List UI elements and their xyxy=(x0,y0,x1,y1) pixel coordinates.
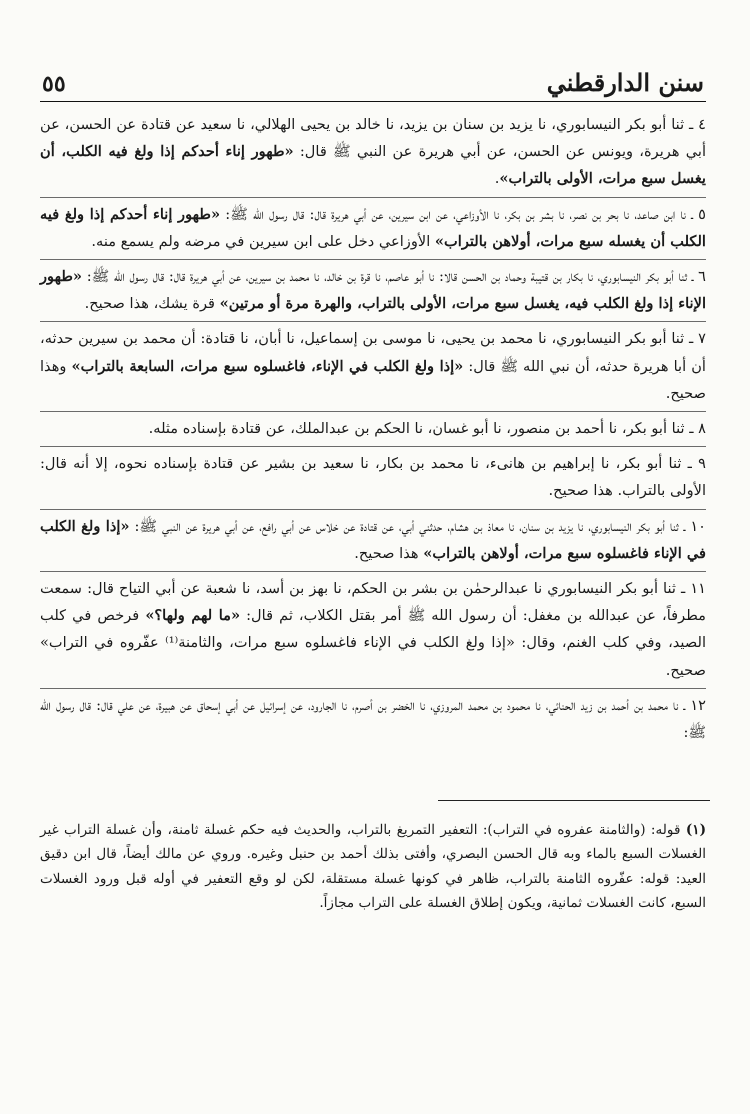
footnote-divider xyxy=(438,800,710,801)
hadith-matn: «إذا ولغ الكلب في الإناء، فاغسلوه سبع مرات، السابعة بالتراب» xyxy=(71,357,464,375)
hadith-note: الأوزاعي دخل على ابن سيرين في مرضه ولم يسمع منه. xyxy=(91,232,435,250)
hadith-matn: «طهور الإناء إذا ولغ الكلب فيه، يغسل سبع مرات، الأولى بالتراب، والهرة مرة أو مرتين» xyxy=(40,268,706,313)
hadith-text: ٤ ـ ثنا أبو بكر النيسابوري، نا يزيد بن سنان بن يزيد، نا خالد بن يحيى الهلالي، نا سعيد عن قتادة عن الحسن، عن أبي هريرة، ويونس عن الحسن، عن أبي هريرة عن النبي ﷺ قال: xyxy=(40,116,707,161)
hadith-text: ١١ ـ ثنا أبو بكر النيسابوري نا عبدالرحمٰن بن بشر بن الحكم، نا بهز بن أسد، نا شعبة عن أبي التياح قال: سمعت مطرفاً، عن عبدالله بن مغفل: أن رسول الله ﷺ أمر بقتل الكلاب، ثم قال: xyxy=(40,580,707,625)
hadith-entry xyxy=(40,322,706,412)
hadith-entry xyxy=(40,260,706,322)
hadith-note: . xyxy=(494,170,500,188)
hadith-list xyxy=(40,108,706,750)
hadith-matn: «طهور إناء أحدكم إذا ولغ فيه الكلب أن يغسله سبع مرات، أولاهن بالتراب» xyxy=(40,205,706,250)
hadith-text: ٧ ـ ثنا أبو بكر النيسابوري، نا محمد بن يحيى، نا موسى بن إسماعيل، نا أبان، نا قتادة: أن محمد بن سيرين حدثه، أن أبا هريرة حدثه، أن نبي الله ﷺ قال: xyxy=(40,330,706,375)
hadith-note: فرخص في كلب الصيد، وفي كلب الغنم، وقال: «إذا ولغ الكلب في الإناء فاغسلوه سبع مرات، والثامنة⁽¹⁾ عفّروه في التراب» صحيح. xyxy=(40,607,706,679)
page xyxy=(40,68,706,750)
hadith-entry xyxy=(40,510,706,572)
footnote xyxy=(40,818,706,916)
hadith-text: ٦ ـ ثنا أبو بكر النيسابوري، نا بكار بن قتيبة وحماد بن الحسن قالا: نا أبو عاصم، نا قرة بن خالد، نا محمد بن سيرين، عن أبي هريرة قال: قال رسول الله ﷺ: xyxy=(82,268,706,286)
book-title: سنن الدارقطني xyxy=(546,68,704,97)
page-header xyxy=(40,68,706,102)
hadith-matn: «طهور إناء أحدكم إذا ولغ فيه الكلب، أن يغسل سبع مرات، الأولى بالتراب» xyxy=(40,143,706,188)
page-number: ٥٥ xyxy=(42,71,66,97)
footnote-text: قوله: (والثامنة عفروه في التراب): التعفير التمريغ بالتراب، والحديث فيه حكم غسلة ثامنة، وأن غسلة التراب غير الغسلات السبع بالماء وبه قال الحسن البصري، وأفتى بذلك أحمد بن حنبل وغيره. وروي عن مالك أيضاً، قال ابن دقيق العيد: قوله: عفّروه الثامنة بالتراب، ظاهر في كونها غسلة مستقلة، لكن لو وقع التعفير في أوله قبل ورود الغسلات السبع، كانت الغسلات ثمانية، ويكون إطلاق الغسلة على التراب مجازاً. xyxy=(40,822,706,912)
hadith-entry xyxy=(40,447,706,509)
hadith-entry xyxy=(40,412,706,447)
hadith-note: قرة يشك، هذا صحيح. xyxy=(84,295,220,313)
hadith-matn: «إذا ولغ الكلب في الإناء فاغسلوه سبع مرات، أولاهن بالتراب» xyxy=(40,517,706,562)
hadith-entry xyxy=(40,108,706,198)
hadith-text: ٥ ـ نا ابن صاعد، نا بحر بن نصر، نا بشر بن بكر، نا الأوزاعي، عن ابن سيرين، عن أبي هريرة قال: قال رسول الله ﷺ: xyxy=(220,205,706,223)
hadith-entry xyxy=(40,689,706,750)
hadith-note: هذا صحيح. xyxy=(354,544,424,562)
hadith-text: ١٢ ـ نا محمد بن أحمد بن زيد الحنائي، نا محمود بن محمد المروزي، نا الخضر بن أصرم، نا الجارود، عن إسرائيل عن أبي إسحاق عن هبيرة، عن علي قال: قال رسول الله ﷺ: xyxy=(40,696,706,742)
footnote-label: (١) xyxy=(685,822,706,838)
hadith-entry xyxy=(40,198,706,260)
hadith-text: ٩ ـ ثنا أبو بكر، نا إبراهيم بن هانىء، نا محمد بن بكار، نا سعيد بن بشير عن قتادة بإسناده نحوه، إلا أنه قال: الأولى بالتراب. هذا صحيح. xyxy=(40,455,706,500)
hadith-note: وهذا صحيح. xyxy=(40,357,706,402)
hadith-matn: «ما لهم ولها؟» xyxy=(145,607,241,625)
hadith-text: ٨ ـ ثنا أبو بكر، نا أحمد بن منصور، نا أبو غسان، نا الحكم بن عبدالملك، عن قتادة بإسناده مثله. xyxy=(148,420,706,438)
hadith-entry xyxy=(40,572,706,689)
hadith-text: ١٠ ـ ثنا أبو بكر النيسابوري، نا يزيد بن سنان، نا معاذ بن هشام، حدثني أبي، عن قتادة عن خلاس عن أبي رافع، عن أبي هريرة عن النبي ﷺ: xyxy=(129,517,706,535)
